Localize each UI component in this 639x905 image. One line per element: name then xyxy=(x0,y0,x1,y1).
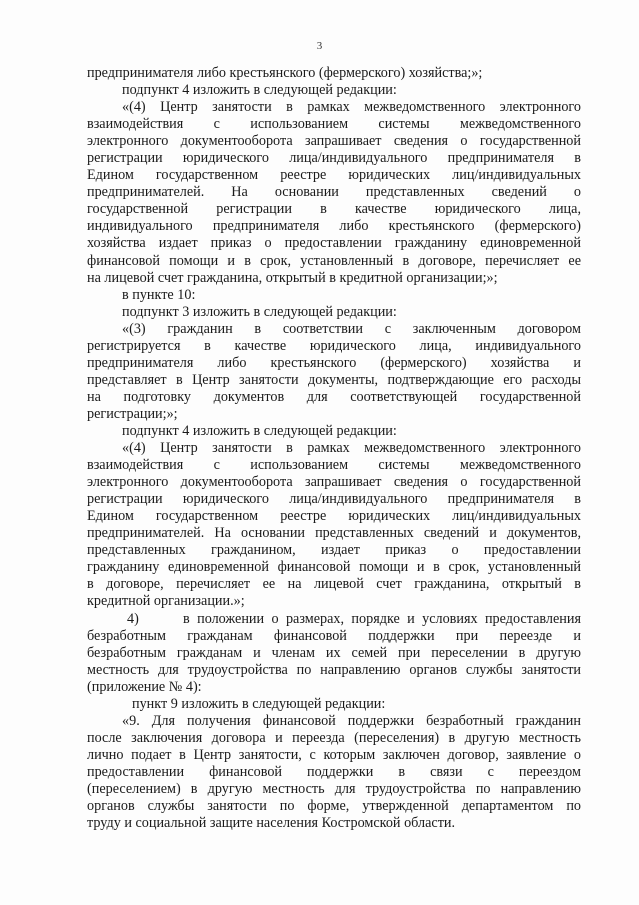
text-line: регистрации юридического лица/индивидуального предпринимателя в xyxy=(87,150,581,167)
text-line: государственной регистрации в качестве юридического лица, xyxy=(87,201,581,218)
text-line: безработным гражданам и членам их семей при переселении в другую xyxy=(87,644,581,661)
text-line: Едином государственном реестре юридических лиц/индивидуальных xyxy=(87,508,581,525)
text-line: предоставлении финансовой поддержки в связи с переездом xyxy=(87,763,581,780)
text-line: представляет в Центр занятости документы, подтверждающие его расходы xyxy=(87,371,581,388)
text-line: в договоре, перечисляет ее на лицевой счет гражданина, открытый в xyxy=(87,576,581,593)
text-line: гражданину единовременной финансовой помощи и в срок, установленный xyxy=(87,559,581,576)
text-line: взаимодействия с использованием системы межведомственного xyxy=(87,457,581,474)
text-line: на лицевой счет гражданина, открытый в кредитной организации;»; xyxy=(87,269,498,286)
text-line: регистрации;»; xyxy=(87,405,178,422)
text-line: электронного документооборота запрашивает сведения о государственной xyxy=(87,474,581,491)
text-line: после заключения договора и переезда (переселения) в другую местность xyxy=(87,729,581,746)
text-line: подпункт 3 изложить в следующей редакции: xyxy=(122,303,397,320)
text-line: подпункт 4 изложить в следующей редакции: xyxy=(122,82,397,99)
text-line: (переселением) в другую местность для трудоустройства по направлению xyxy=(87,780,581,797)
text-line: предпринимателей. На основании представленных сведений и документов, xyxy=(87,525,581,542)
text-line: регистрируется в качестве юридического лица, индивидуального xyxy=(87,337,581,354)
text-line: «9. Для получения финансовой поддержки безработный гражданин xyxy=(122,712,581,729)
text-line: взаимодействия с использованием системы межведомственного xyxy=(87,116,581,133)
document-body xyxy=(87,65,581,832)
text-line: «(4) Центр занятости в рамках межведомственного электронного xyxy=(122,440,581,457)
text-line: Едином государственном реестре юридических лиц/индивидуальных xyxy=(87,167,581,184)
text-line: финансовой помощи и в срок, установленный в договоре, перечисляет ее xyxy=(87,252,581,269)
text-line: местность для трудоустройства по направлению органов службы занятости xyxy=(87,661,581,678)
text-line: хозяйства издает приказ о предоставлении гражданину единовременной xyxy=(87,235,581,252)
text-line: предпринимателей. На основании представленных сведений о xyxy=(87,184,581,201)
text-line: на подготовку документов для соответствующей государственной xyxy=(87,388,581,405)
text-line: пункт 9 изложить в следующей редакции: xyxy=(132,695,386,712)
text-line: электронного документооборота запрашивает сведения о государственной xyxy=(87,133,581,150)
page-number: 3 xyxy=(316,40,323,52)
text-line: предпринимателя либо крестьянского (фермерского) хозяйства и xyxy=(87,354,581,371)
text-line: в пункте 10: xyxy=(122,286,196,303)
text-line: подпункт 4 изложить в следующей редакции: xyxy=(122,422,397,439)
text-line: органов службы занятости по форме, утвержденной департаментом по xyxy=(87,798,581,815)
text-line: кредитной организации.»; xyxy=(87,593,245,610)
text-line: «(3) гражданин в соответствии с заключенным договором xyxy=(122,320,581,337)
text-line: индивидуального предпринимателя либо крестьянского (фермерского) xyxy=(87,218,581,235)
text-line: труду и социальной защите населения Костромской области. xyxy=(87,815,456,832)
text-line: безработным гражданам финансовой поддержки при переезде и xyxy=(87,627,581,644)
text-line: «(4) Центр занятости в рамках межведомственного электронного xyxy=(122,99,581,116)
text-line: регистрации юридического лица/индивидуального предпринимателя в xyxy=(87,491,581,508)
text-line: предпринимателя либо крестьянского (фермерского) хозяйства;»; xyxy=(87,65,483,81)
text-line: (приложение № 4): xyxy=(87,678,202,695)
text-line: лично подает в Центр занятости, с которым заключен договор, заявление о xyxy=(87,746,581,763)
text-line: 4) в положении о размерах, порядке и условиях предоставления xyxy=(127,610,581,627)
text-line: представленных гражданином, издает приказ о предоставлении xyxy=(87,542,581,559)
